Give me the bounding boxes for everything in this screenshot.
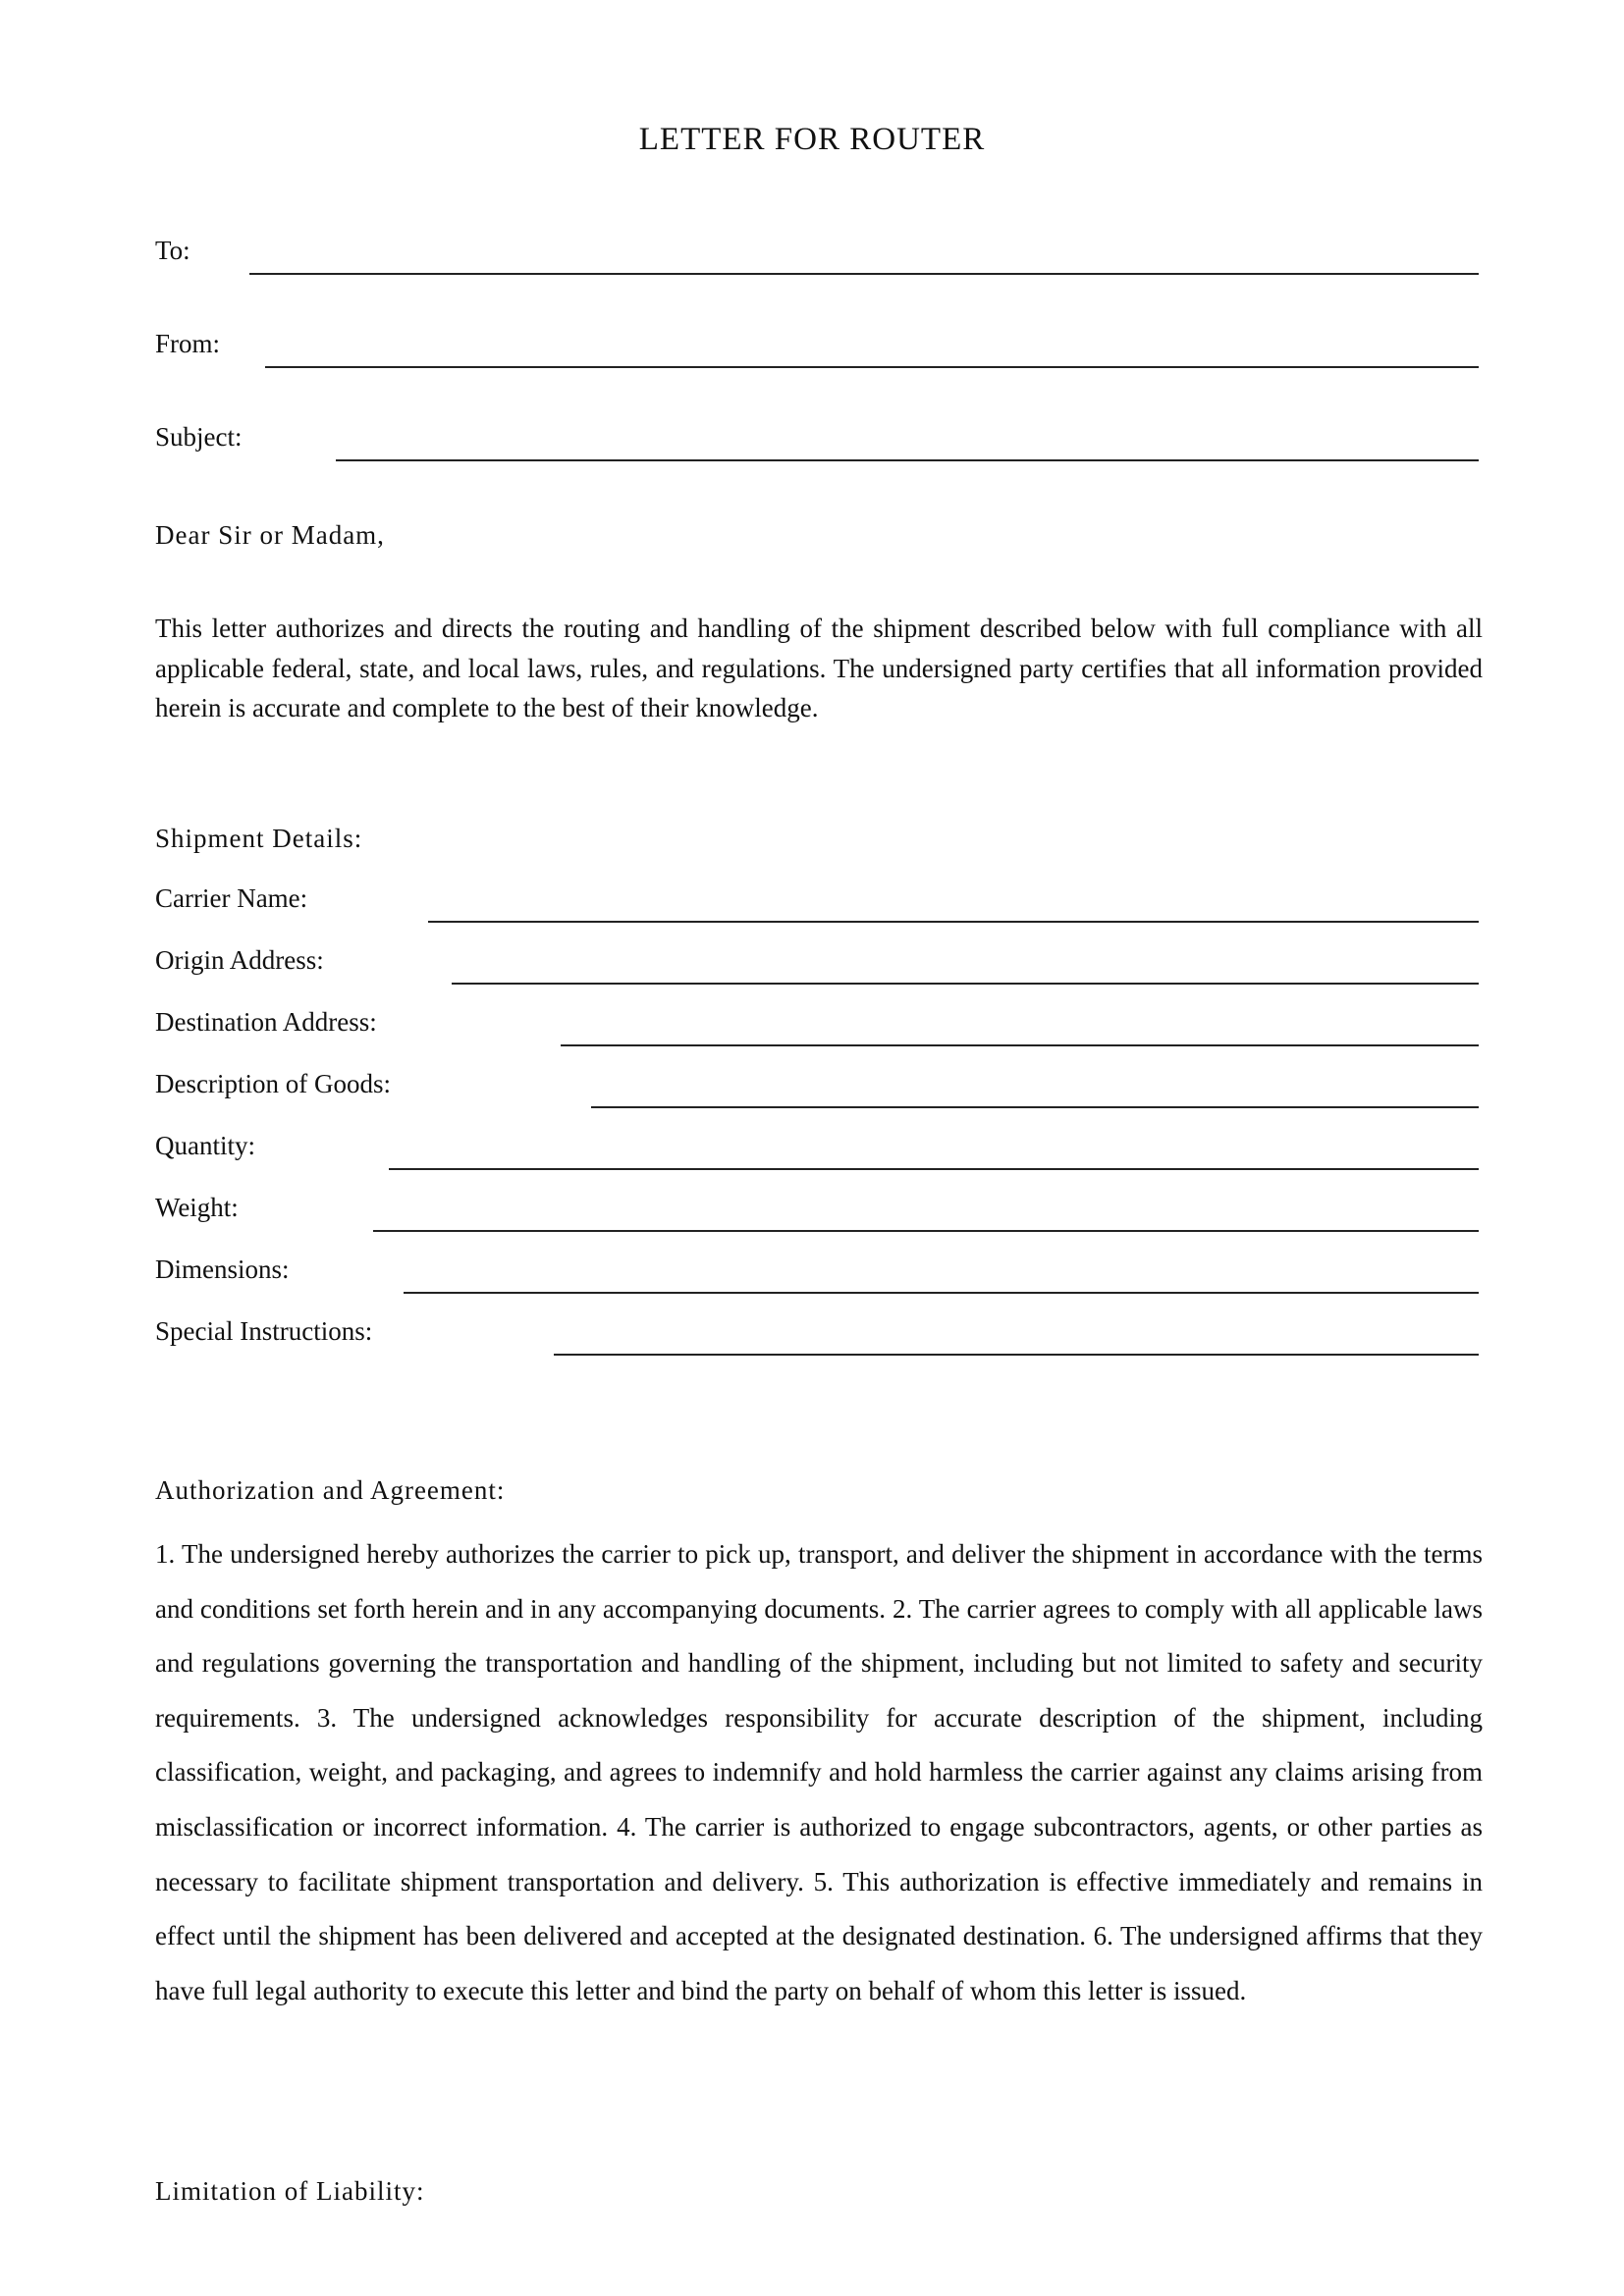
to-field xyxy=(155,236,1479,275)
description-of-goods-input-line[interactable] xyxy=(591,1106,1479,1108)
document-title: LETTER FOR ROUTER xyxy=(638,122,986,157)
quantity-input-line[interactable] xyxy=(389,1168,1479,1170)
intro-paragraph: This letter authorizes and directs the routing and handling of the shipment described below with full compliance with all applicable federal, state, and local laws, rules, and regulations. The undersigned party certifies that all information provided herein is accurate and complete to the best of their knowledge. xyxy=(155,614,1483,722)
from-input-line[interactable] xyxy=(265,366,1479,368)
from-label: From: xyxy=(155,329,221,358)
destination-address-input-line[interactable] xyxy=(561,1044,1479,1046)
description-of-goods-field xyxy=(155,1069,1479,1108)
dimensions-field xyxy=(155,1255,1479,1294)
dimensions-label: Dimensions: xyxy=(155,1255,290,1284)
weight-input-line[interactable] xyxy=(373,1230,1479,1232)
weight-field xyxy=(155,1193,1479,1232)
destination-address-field xyxy=(155,1007,1479,1046)
to-input-line[interactable] xyxy=(249,273,1479,275)
greeting: Dear Sir or Madam, xyxy=(155,520,385,550)
destination-address-label: Destination Address: xyxy=(155,1007,377,1037)
weight-label: Weight: xyxy=(155,1193,239,1222)
quantity-label: Quantity: xyxy=(155,1131,255,1160)
subject-label: Subject: xyxy=(155,422,243,452)
subject-field xyxy=(155,422,1479,461)
origin-address-field xyxy=(155,945,1479,985)
special-instructions-label: Special Instructions: xyxy=(155,1316,373,1346)
shipment-details-heading: Shipment Details: xyxy=(155,824,363,853)
special-instructions-field xyxy=(155,1316,1479,1356)
origin-address-label: Origin Address: xyxy=(155,945,324,975)
carrier-name-field xyxy=(155,883,1479,923)
carrier-name-input-line[interactable] xyxy=(428,921,1479,923)
quantity-field xyxy=(155,1131,1479,1170)
special-instructions-input-line[interactable] xyxy=(554,1354,1479,1356)
dimensions-input-line[interactable] xyxy=(404,1292,1479,1294)
description-of-goods-label: Description of Goods: xyxy=(155,1069,391,1098)
authorization-heading: Authorization and Agreement: xyxy=(155,1475,506,1505)
liability-heading: Limitation of Liability: xyxy=(155,2176,425,2206)
subject-input-line[interactable] xyxy=(336,459,1479,461)
carrier-name-label: Carrier Name: xyxy=(155,883,308,913)
from-field xyxy=(155,329,1479,368)
origin-address-input-line[interactable] xyxy=(452,983,1479,985)
authorization-paragraph: 1. The undersigned hereby authorizes the carrier to pick up, transport, and deliver the shipment in accordance with the terms and conditions set forth herein and in any accompanying documents. 2. The carrier agrees to comply with all applicable laws and regulations governing the transportation and handling of the shipment, including but not limited to safety and security requirements. 3. The undersigned acknowledges responsibility for accurate description of the shipment, including classification, weight, and packaging, and agrees to indemnify and hold harmless the carrier against any claims arising from misclassification or incorrect information. 4. The carrier is authorized to engage subcontractors, agents, or other parties as necessary to facilitate shipment transportation and delivery. 5. This authorization is effective immediately and remains in effect until the shipment has been delivered and accepted at the designated destination. 6. The undersigned affirms that they have full legal authority to execute this letter and bind the party on behalf of whom this letter is issued. xyxy=(155,1539,1483,2005)
to-label: To: xyxy=(155,236,190,265)
